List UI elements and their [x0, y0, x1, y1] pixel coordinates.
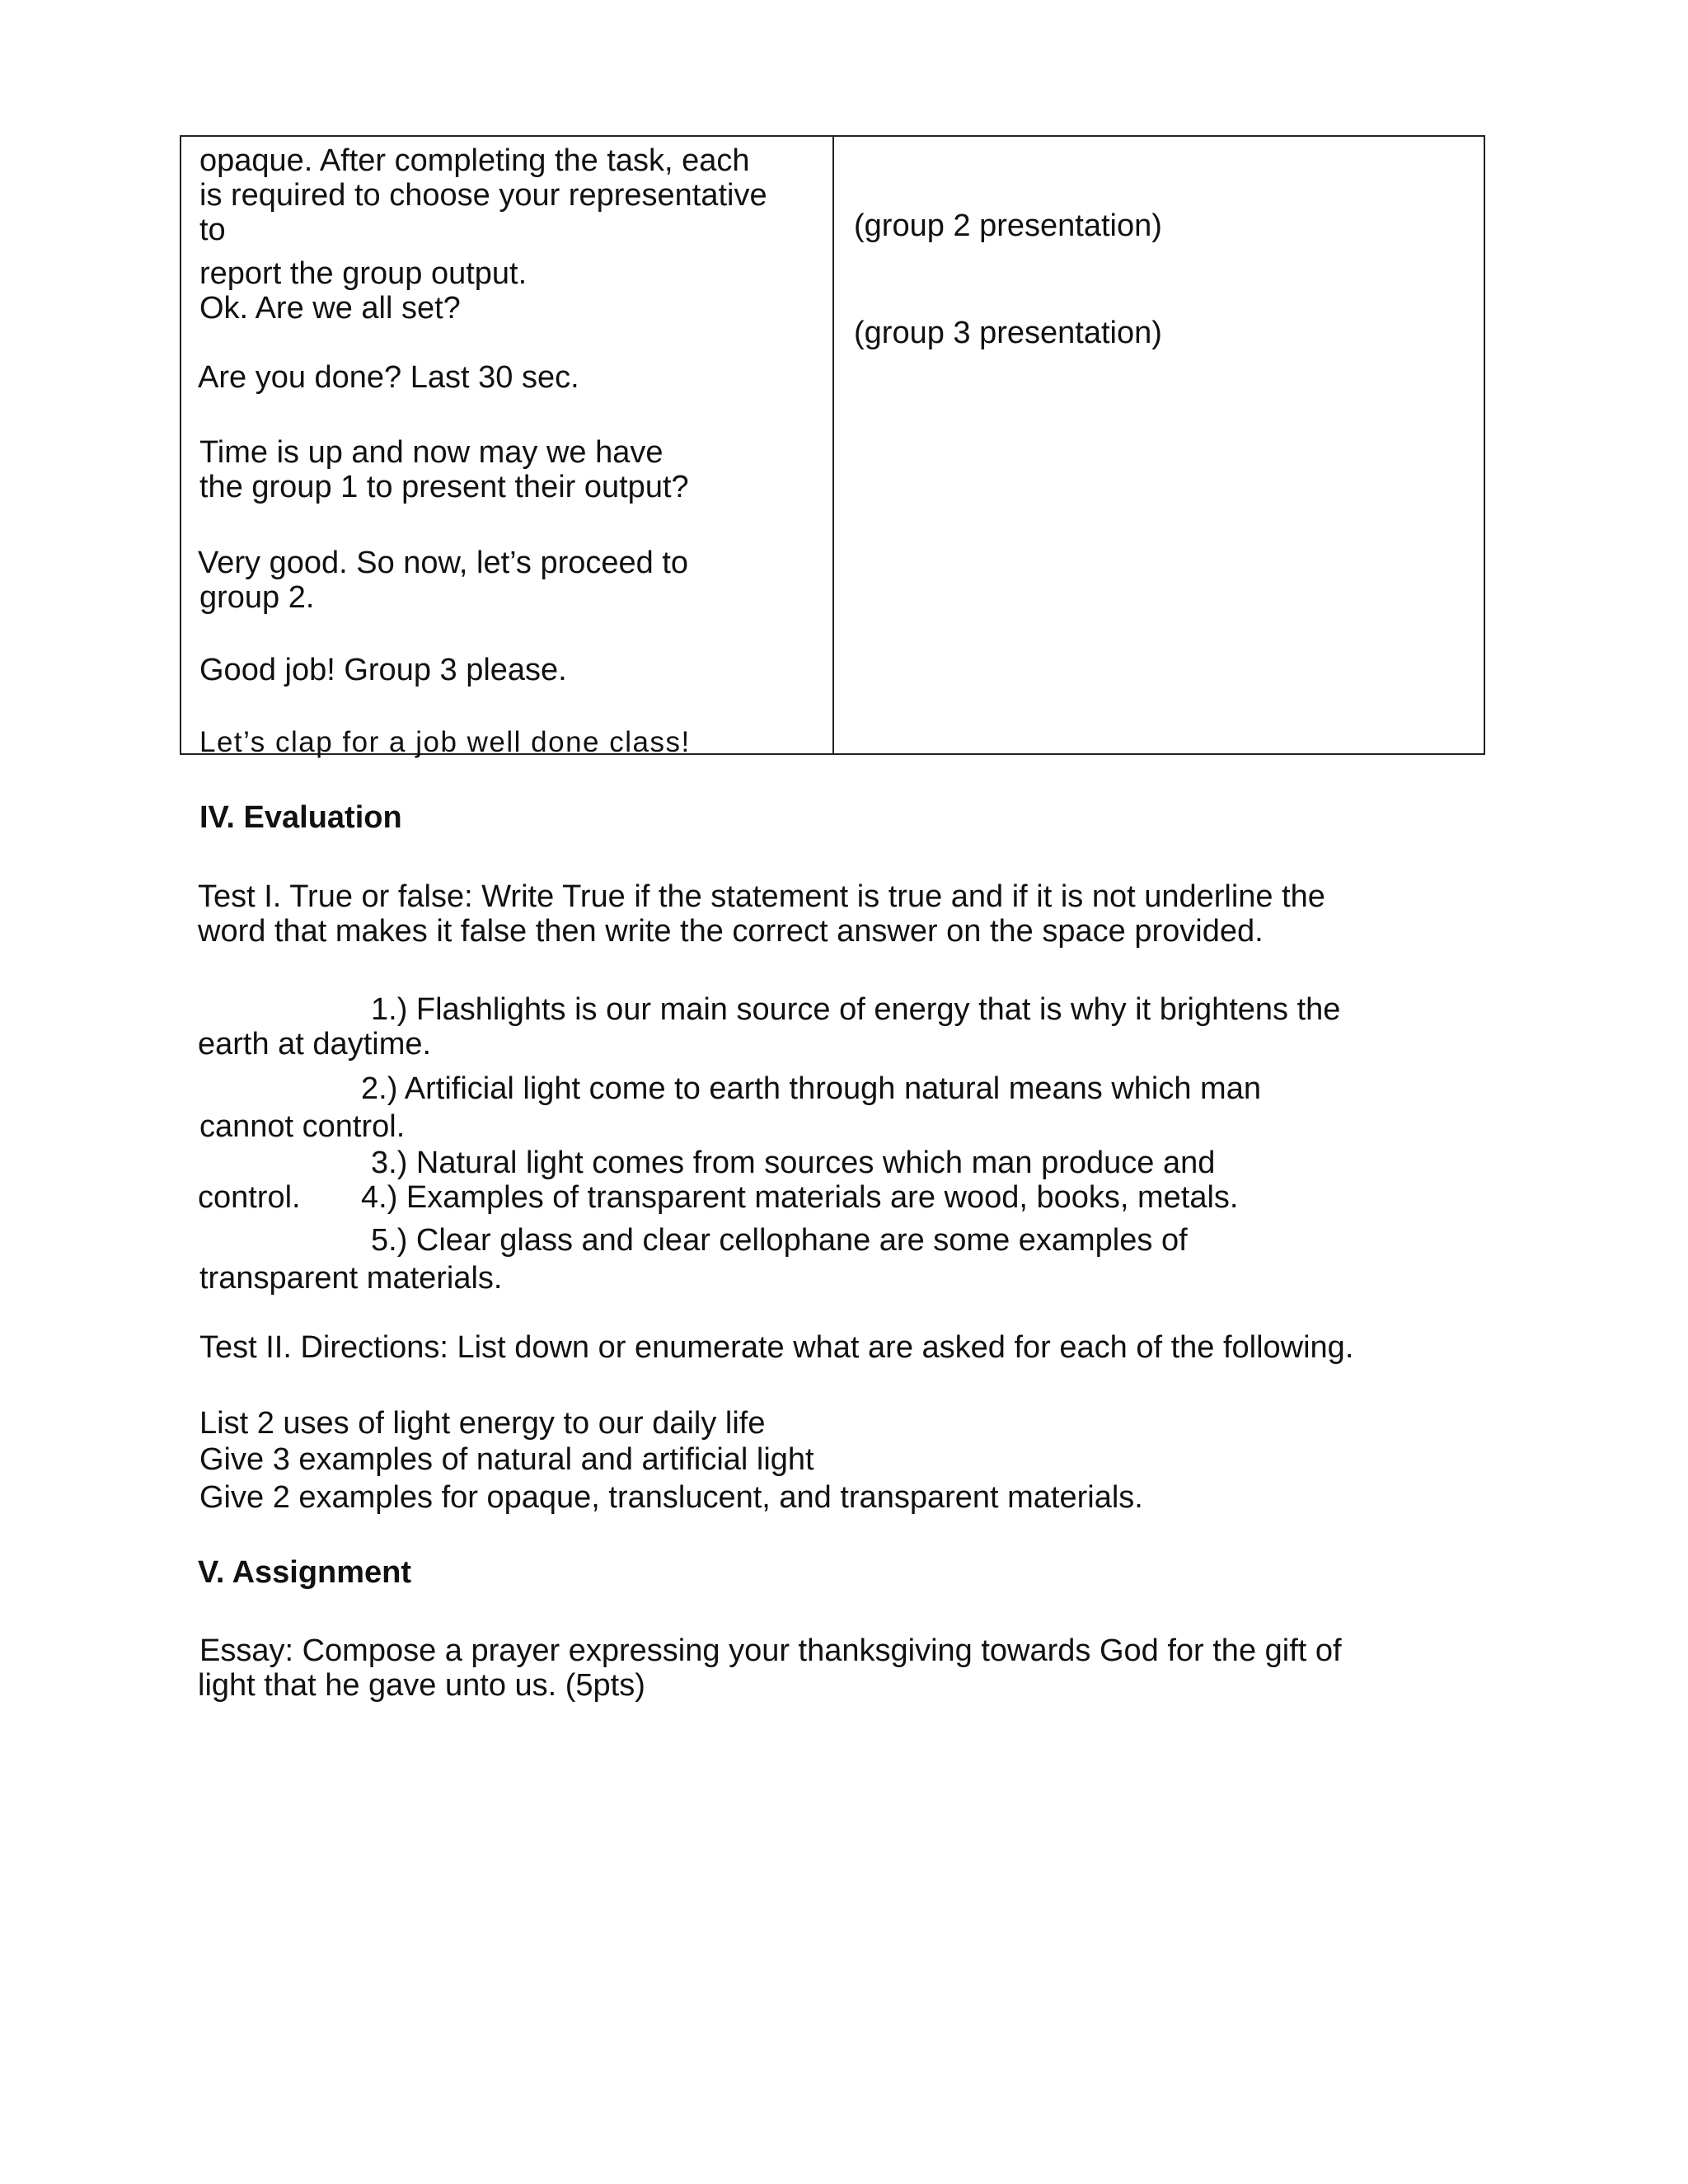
test2-list-item: Give 2 examples for opaque, translucent, and transparent materials. — [199, 1480, 1143, 1515]
teacher-text-line: Very good. So now, let’s proceed to — [198, 546, 689, 580]
test1-item: 1.) Flashlights is our main source of energy that is why it brightens the — [371, 992, 1341, 1027]
teacher-text-line: to — [199, 213, 226, 247]
assignment-heading: V. Assignment — [198, 1555, 412, 1590]
teacher-text-line: report the group output. — [199, 256, 528, 291]
test1-item: 4.) Examples of transparent materials are wood, books, metals. — [361, 1180, 1239, 1215]
assignment-text: Essay: Compose a prayer expressing your thanksgiving towards God for the gift of — [199, 1633, 1342, 1668]
test2-list-item: List 2 uses of light energy to our daily life — [199, 1406, 766, 1441]
table-column-divider — [832, 137, 834, 753]
assignment-text: light that he gave unto us. (5pts) — [198, 1668, 645, 1703]
teacher-text-line: opaque. After completing the task, each — [199, 143, 750, 178]
teacher-text-line: Let’s clap for a job well done class! — [199, 726, 691, 758]
teacher-text-line: Ok. Are we all set? — [199, 291, 461, 326]
test1-instructions: word that makes it false then write the correct answer on the space provided. — [198, 914, 1264, 949]
teacher-text-line: Time is up and now may we have — [199, 435, 663, 470]
teacher-text-line: the group 1 to present their output? — [199, 470, 689, 504]
student-text-line: (group 2 presentation) — [854, 209, 1162, 243]
test1-item: cannot control. — [199, 1109, 406, 1144]
test1-item: 3.) Natural light comes from sources which man produce and — [371, 1146, 1216, 1180]
evaluation-heading: IV. Evaluation — [199, 800, 402, 835]
test1-item: 5.) Clear glass and clear cellophane are some examples of — [371, 1223, 1188, 1258]
teacher-text-line: Are you done? Last 30 sec. — [198, 360, 579, 395]
teacher-text-line: is required to choose your representative — [199, 178, 767, 213]
test1-item: transparent materials. — [199, 1261, 503, 1296]
test1-item: control. — [198, 1180, 301, 1215]
test1-item: earth at daytime. — [198, 1027, 432, 1062]
teacher-text-line: group 2. — [199, 580, 315, 615]
test1-item: 2.) Artificial light come to earth through natural means which man — [361, 1071, 1261, 1106]
test1-instructions: Test I. True or false: Write True if the statement is true and if it is not underline the — [198, 879, 1325, 914]
test2-list-item: Give 3 examples of natural and artificial light — [199, 1442, 814, 1477]
test2-instructions: Test II. Directions: List down or enumerate what are asked for each of the following. — [199, 1330, 1354, 1365]
teacher-text-line: Good job! Group 3 please. — [199, 653, 567, 687]
student-text-line: (group 3 presentation) — [854, 316, 1162, 350]
